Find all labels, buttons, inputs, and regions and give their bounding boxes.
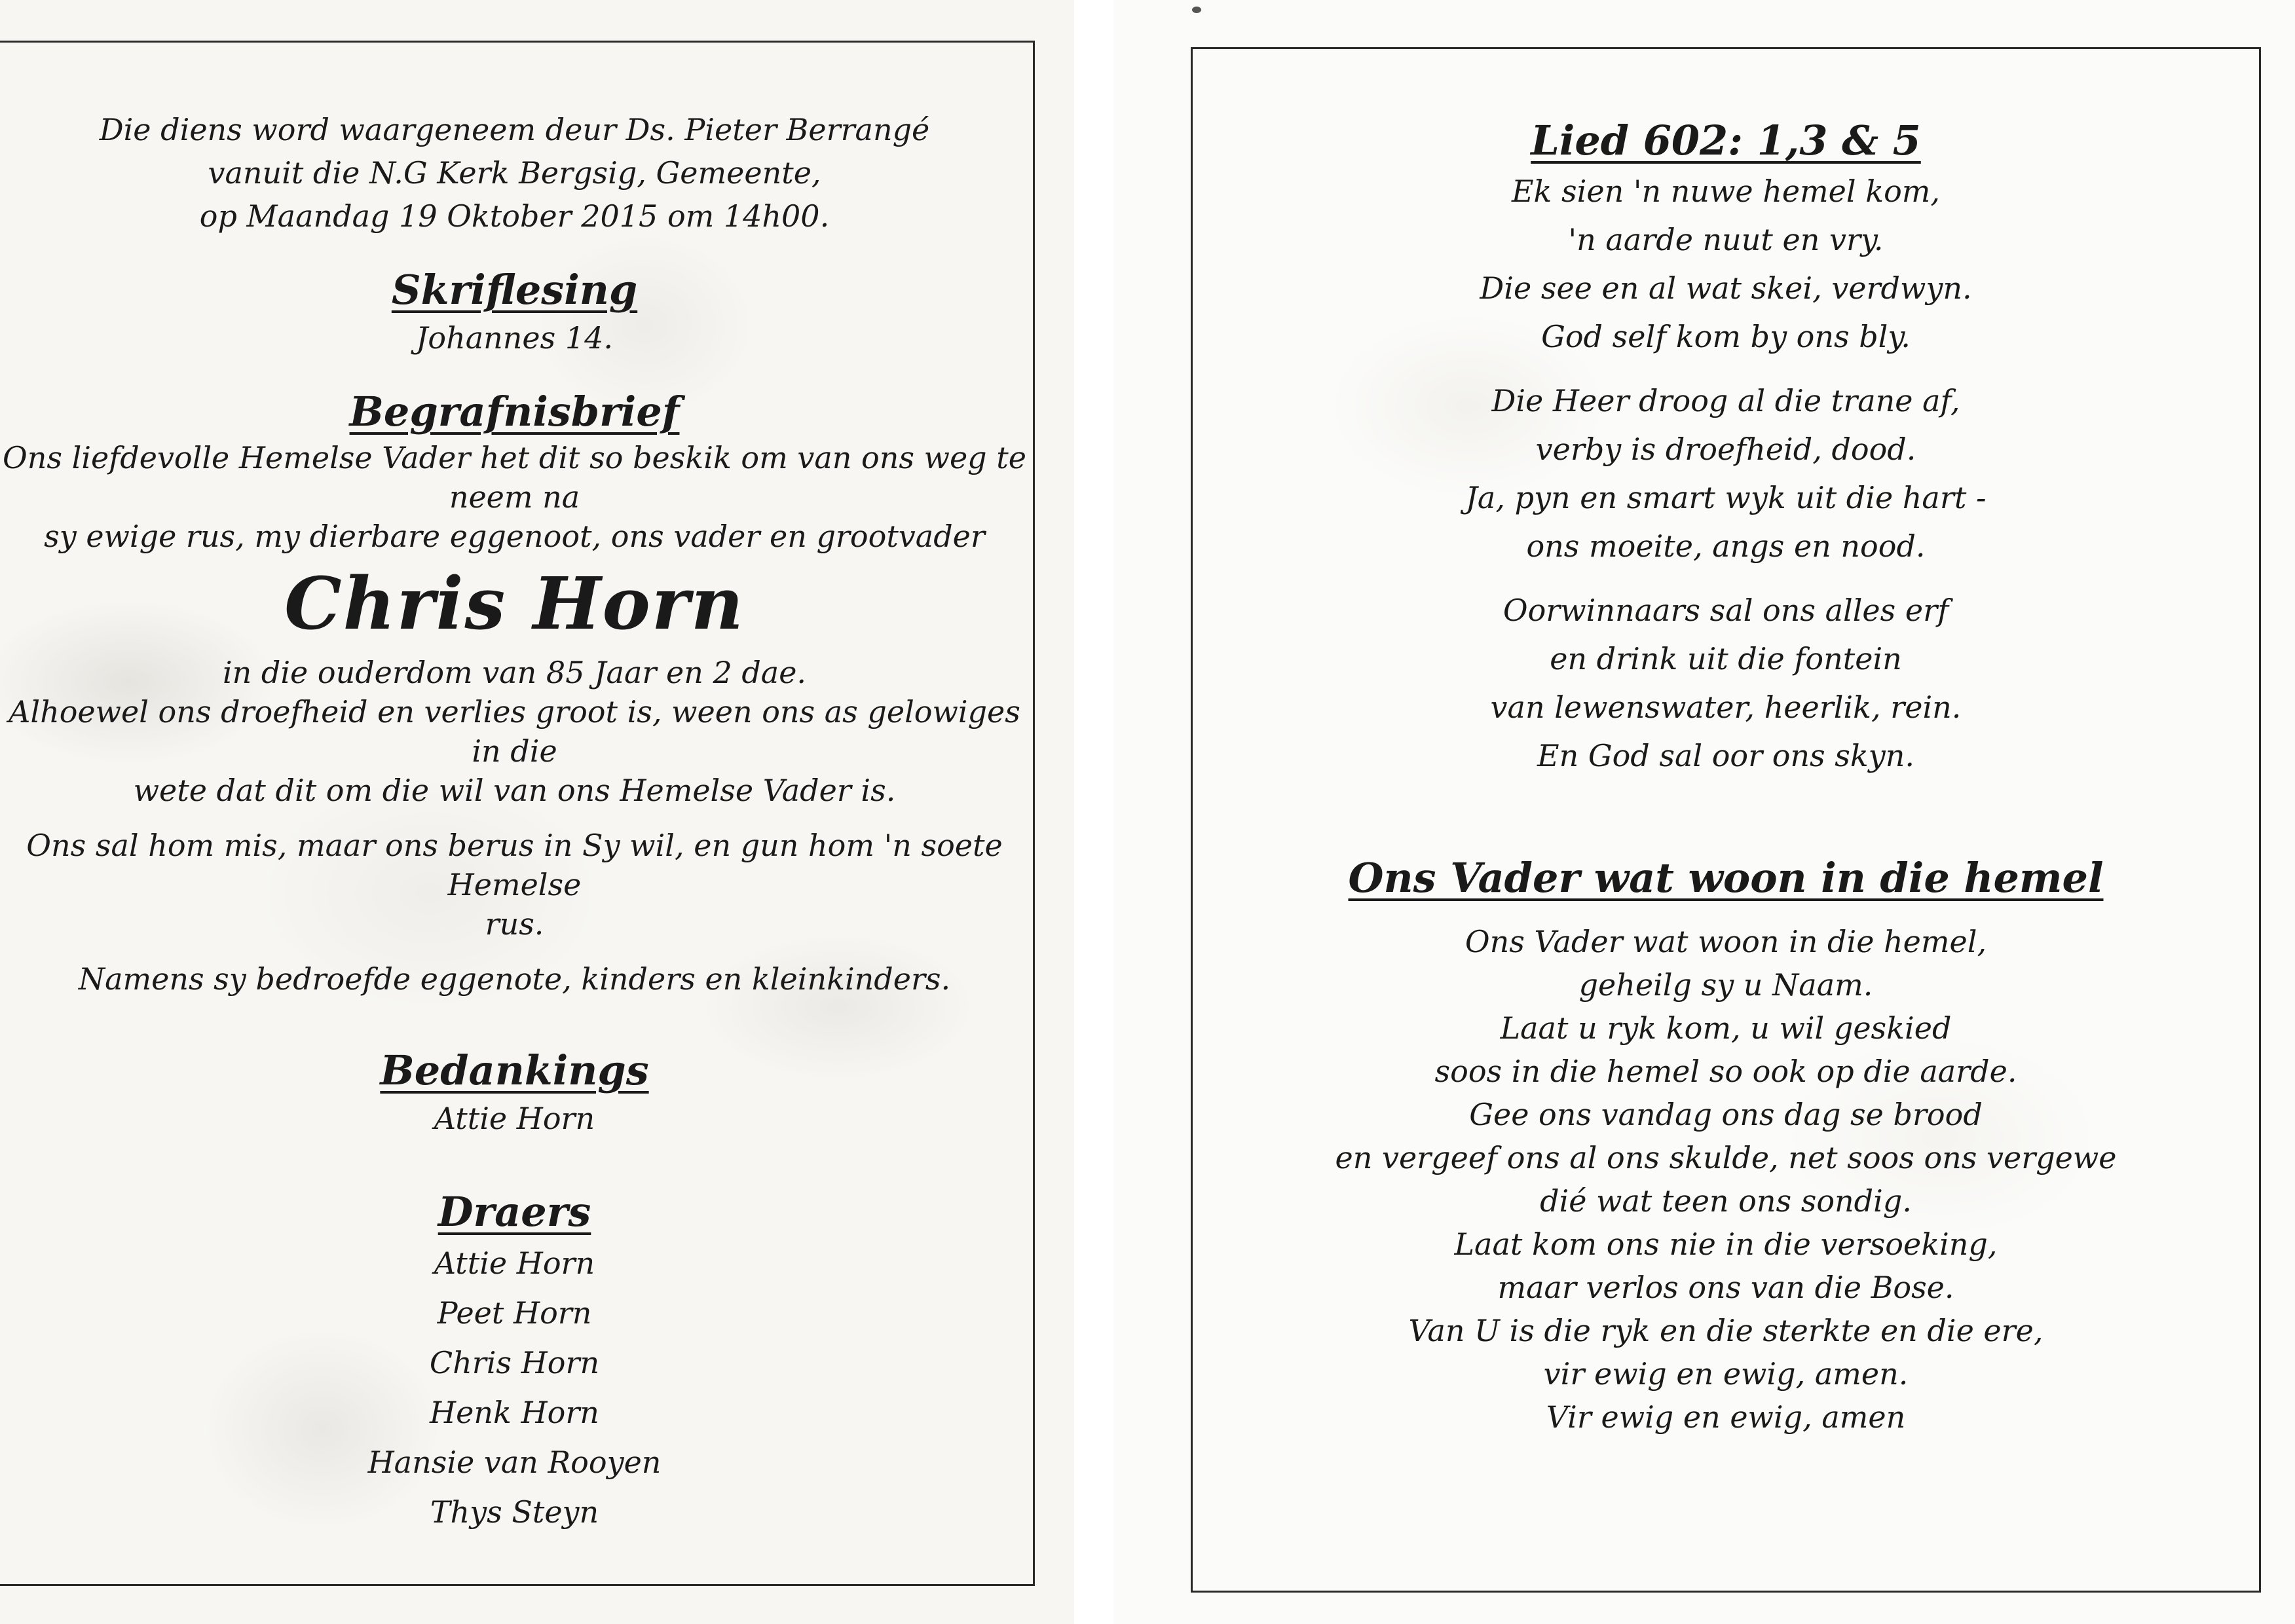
ons-vader-line: en vergeef ons al ons skulde, net soos ons vergewe [1335,1140,2117,1175]
ons-vader-line: vir ewig en ewig, amen. [1543,1356,1909,1392]
begrafnisbrief-heading: Begrafnisbrief [349,388,680,435]
lied-verse-line: En God sal oor ons skyn. [1537,738,1914,773]
scan-speck [1192,7,1201,13]
begrafnisbrief-line: Alhoewel ons droefheid en verlies groot is, ween ons as gelowiges in die [9,694,1020,769]
lied-verse-line: Oorwinnaars sal ons alles erf [1502,593,1949,628]
begrafnisbrief-line: in die ouderdom van 85 Jaar en 2 dae. [222,655,807,690]
lied-heading: Lied 602: 1,3 & 5 [1531,117,1921,164]
ons-vader-line: maar verlos ons van die Bose. [1497,1270,1954,1305]
begrafnisbrief-line: rus. [485,906,544,942]
skriflesing-text: Johannes 14. [415,320,614,356]
left-page-content [0,108,1033,1537]
ons-vader-line: Laat u ryk kom, u wil geskied [1500,1010,1952,1046]
lied-verse-line: en drink uit die fontein [1550,641,1902,676]
right-page [1113,0,2295,1624]
ons-vader-line: soos in die hemel so ook op die aarde. [1434,1054,2017,1089]
ons-vader-line: Gee ons vandag ons dag se brood [1469,1097,1983,1132]
lied-verse-line: ons moeite, angs en nood. [1526,528,1926,564]
begrafnisbrief-line: Ons liefdevolle Hemelse Vader het dit so beskik om van ons weg te neem na [3,440,1026,515]
right-page-content [1193,115,2259,1439]
left-page-border [0,41,1035,1586]
begrafnisbrief-line: sy ewige rus, my dierbare eggenoot, ons vader en grootvader [44,519,985,554]
draer-name: Chris Horn [429,1345,600,1380]
ons-vader-heading: Ons Vader wat woon in die hemel [1348,854,2104,902]
ons-vader-line: Van U is die ryk en die sterkte en die ere, [1408,1313,2043,1348]
service-intro-line: Die diens word waargeneem deur Ds. Pieter Berrangé [99,112,930,147]
draer-name: Attie Horn [434,1246,595,1281]
service-intro-line: op Maandag 19 Oktober 2015 om 14h00. [199,198,830,234]
bedankings-heading: Bedankings [380,1046,649,1094]
lied-verse-line: verby is droefheid, dood. [1535,432,1916,467]
draer-name: Thys Steyn [430,1494,599,1530]
skriflesing-heading: Skriflesing [391,266,638,314]
draer-name: Henk Horn [430,1395,599,1430]
begrafnisbrief-line: wete dat dit om die wil van ons Hemelse Vader is. [133,773,896,808]
lied-verse-line: Die see en al wat skei, verdwyn. [1480,270,1972,306]
lied-verse-line: Die Heer droog al die trane af, [1491,383,1960,418]
lied-verse-line: Ja, pyn en smart wyk uit die hart - [1465,480,1987,515]
bedankings-name: Attie Horn [434,1101,595,1136]
begrafnisbrief-line: Namens sy bedroefde eggenote, kinders en kleinkinders. [78,961,951,997]
lied-verse-line: van lewenswater, heerlik, rein. [1490,690,1962,725]
ons-vader-line: Ons Vader wat woon in die hemel, [1465,924,1987,959]
ons-vader-line: geheilg sy u Naam. [1578,967,1873,1003]
ons-vader-line: Vir ewig en ewig, amen [1546,1399,1906,1435]
service-intro-line: vanuit die N.G Kerk Bergsig, Gemeente, [208,155,821,191]
ons-vader-line: dié wat teen ons sondig. [1540,1183,1912,1219]
deceased-name: Chris Horn [284,561,745,646]
draers-heading: Draers [438,1188,591,1236]
right-page-border [1191,47,2261,1593]
begrafnisbrief-line: Ons sal hom mis, maar ons berus in Sy wil, en gun hom 'n soete Hemelse [26,828,1003,902]
lied-verse-line: 'n aarde nuut en vry. [1568,222,1884,257]
lied-verse-line: Ek sien 'n nuwe hemel kom, [1511,174,1941,209]
draer-name: Hansie van Rooyen [367,1445,662,1480]
ons-vader-line: Laat kom ons nie in die versoeking, [1454,1227,1998,1262]
left-page [0,0,1074,1624]
draer-name: Peet Horn [437,1295,592,1331]
lied-verse-line: God self kom by ons bly. [1541,319,1911,354]
